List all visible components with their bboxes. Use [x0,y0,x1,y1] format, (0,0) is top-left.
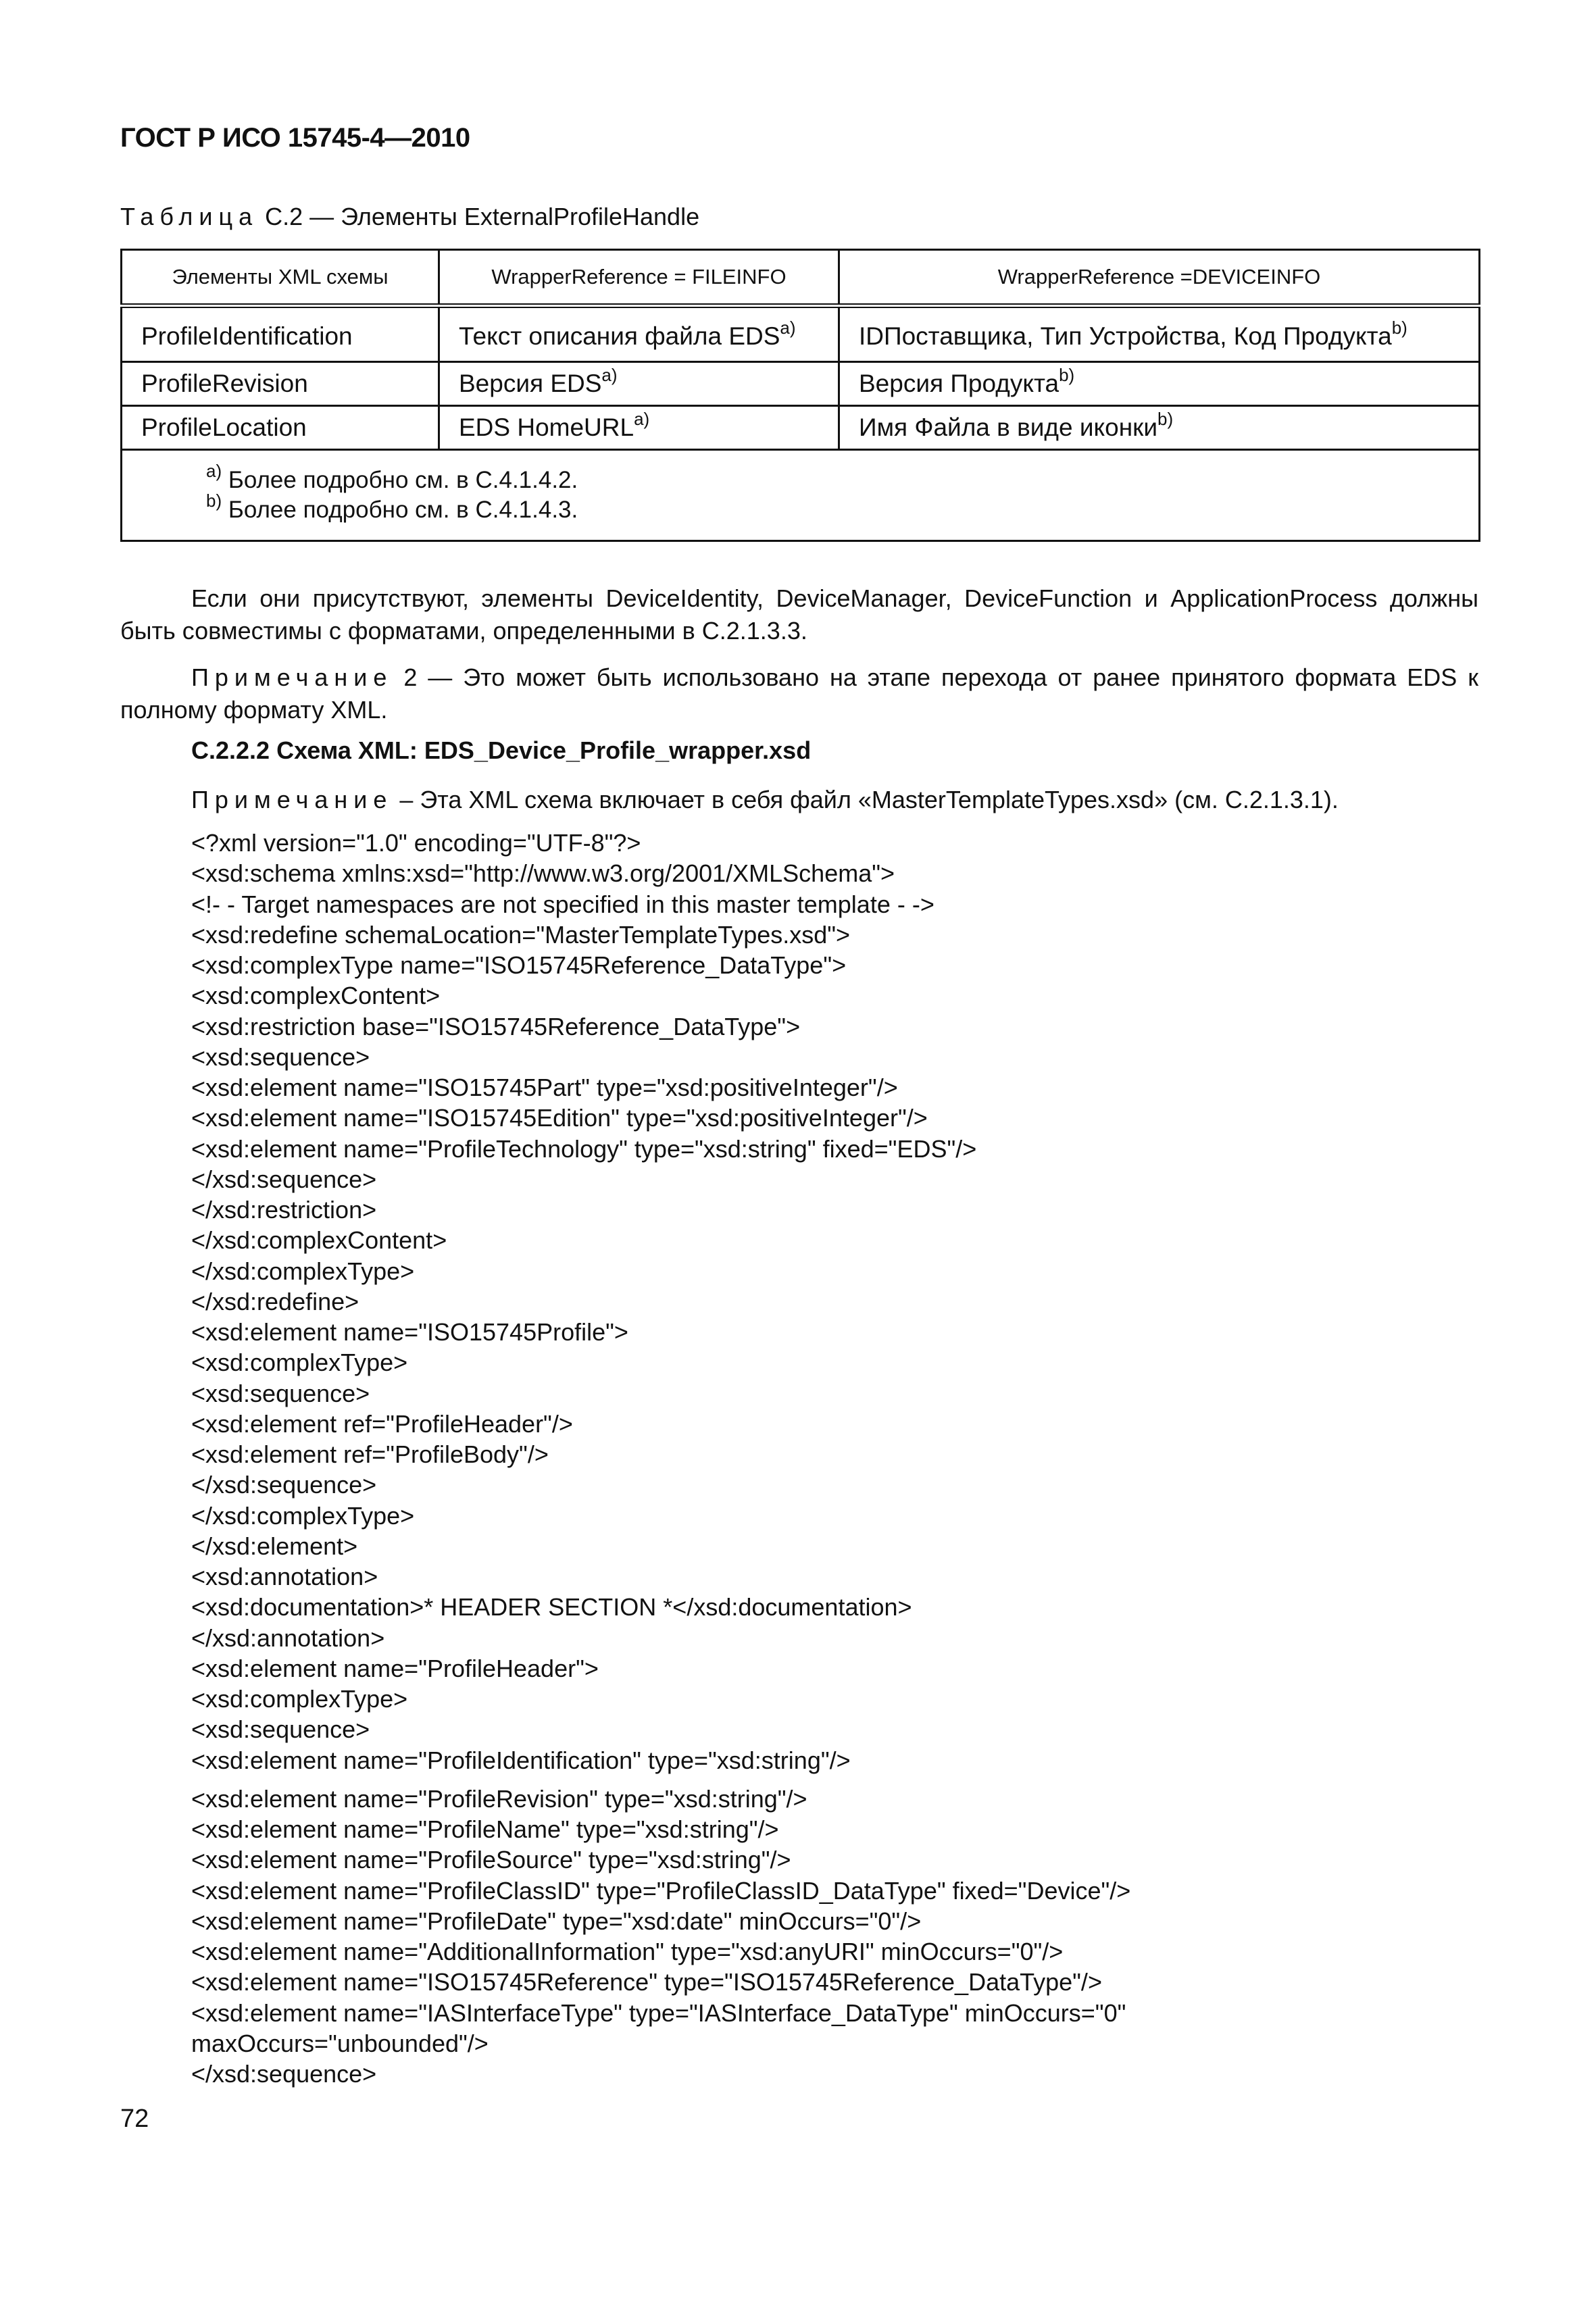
table-row [122,406,1480,450]
code-line: <xsd:complexContent> [191,982,441,1010]
code-line: <xsd:documentation>* HEADER SECTION *</xsd:documentation> [191,1593,912,1621]
table-caption-label: Таблица [120,203,259,230]
code-line: <xsd:element name="ProfileHeader"> [191,1654,599,1682]
cell-fileinfo: EDS HomeURL$^{a)}$ [439,406,839,450]
code-line: <xsd:element ref="ProfileHeader"/> [191,1409,573,1438]
table-notes-row [122,450,1480,541]
page-number: 72 [120,2105,149,2133]
table-header-row [122,250,1480,306]
section-heading: С.2.2.2 Схема XML: EDS_Device_Profile_wrapper.xsd [191,736,812,764]
cell-deviceinfo: Имя Файла в виде иконки$^{b)}$ [839,406,1480,450]
cell-fileinfo: Текст описания файла EDS$^{a)}$ [439,306,839,362]
code-line: <xsd:element name="AdditionalInformation" type="xsd:anyURI" minOccurs="0"/> [191,1938,1064,1965]
code-line: <xsd:annotation> [191,1563,378,1590]
table-notes [122,450,1480,541]
elements-table [120,249,1480,542]
code-line: <!- - Target namespaces are not specified in this master template - -> [191,890,934,918]
code-line: <xsd:element name="ISO15745Edition" type="xsd:positiveInteger"/> [191,1104,928,1132]
code-line: </xsd:element> [191,1532,358,1560]
code-line: <xsd:redefine schemaLocation="MasterTemplateTypes.xsd"> [191,920,851,949]
column-header: WrapperReference =DEVICEINFO [839,250,1480,306]
cell-deviceinfo: Версия Продукта$^{b)}$ [839,362,1480,406]
code-line: <xsd:element name="ProfileSource" type="xsd:string"/> [191,1846,791,1874]
code-line: <xsd:element name="ProfileTechnology" type="xsd:string" fixed="EDS"/> [191,1134,977,1163]
note-label: Примечание [191,663,393,691]
code-line: <xsd:complexType> [191,1685,408,1713]
code-line: <xsd:complexType> [191,1349,408,1377]
code-line: </xsd:sequence> [191,1165,377,1193]
table-caption-text: С.2 — Элементы ExternalProfileHandle [258,203,700,230]
code-line: <xsd:element name="ProfileRevision" type="xsd:string"/> [191,1784,807,1813]
code-line: <xsd:schema xmlns:xsd="http://www.w3.org/2001/XMLSchema"> [191,859,895,888]
code-line: <xsd:element name="ProfileDate" type="xsd:date" minOccurs="0"/> [191,1907,922,1935]
table-row [122,306,1480,362]
body-paragraph: Если они присутствуют, элементы DeviceIdentity, DeviceManager, DeviceFunction и ApplicationProcess должны быть совместимы с форматами, определенными в С.2.1.3.3. [120,584,1478,645]
cell-element: ProfileLocation [122,406,439,450]
code-line: <xsd:element name="ISO15745Reference" type="ISO15745Reference_DataType"/> [191,1968,1102,1996]
xml-schema-listing [191,828,1130,2089]
code-line: <xsd:sequence> [191,1379,370,1407]
note-text: 2 — Это может быть использовано на этапе перехода от ранее принятого формата EDS к полному формату XML. [120,663,1478,724]
code-line: </xsd:sequence> [191,2060,377,2088]
code-line: <?xml version="1.0" encoding="UTF-8"?> [191,829,641,857]
code-line: <xsd:element name="ProfileName" type="xsd:string"/> [191,1815,779,1843]
column-header: WrapperReference = FILEINFO [439,250,839,306]
cell-element: ProfileRevision [122,362,439,406]
code-line: </xsd:complexType> [191,1257,415,1285]
code-line: <xsd:element name="IASInterfaceType" type="IASInterface_DataType" minOccurs="0" [191,1998,1126,2027]
code-line: <xsd:element name="ISO15745Profile"> [191,1318,628,1346]
code-line: <xsd:complexType name="ISO15745Reference_DataType"> [191,951,847,979]
note-label: Примечание [191,786,393,813]
code-line: maxOccurs="unbounded"/> [191,2029,489,2057]
document-header: ГОСТ Р ИСО 15745-4—2010 [120,123,470,153]
elements-table-container [120,249,1478,542]
table-row [122,362,1480,406]
cell-fileinfo: Версия EDS$^{a)}$ [439,362,839,406]
code-line: <xsd:element name="ISO15745Part" type="xsd:positiveInteger"/> [191,1074,898,1101]
cell-element: ProfileIdentification [122,306,439,362]
code-line: </xsd:complexType> [191,1501,415,1530]
code-line: <xsd:sequence> [191,1715,370,1744]
code-line: <xsd:element name="ProfileClassID" type="ProfileClassID_DataType" fixed="Device"/> [191,1876,1131,1905]
column-header: Элементы XML схемы [122,250,439,306]
code-line: </xsd:sequence> [191,1471,377,1499]
schema-note [191,784,1478,816]
code-line: </xsd:redefine> [191,1287,359,1315]
code-line: <xsd:element name="ProfileIdentification" type="xsd:string"/> [191,1746,851,1774]
code-line: <xsd:sequence> [191,1042,370,1071]
table-note: $^{b)}$ Более подробно см. в С.4.1.4.3. [206,491,578,523]
code-line: </xsd:restriction> [191,1196,377,1224]
table-caption [120,203,699,231]
note-text: – Эта XML схема включает в себя файл «MasterTemplateTypes.xsd» (см. С.2.1.3.1). [393,786,1339,813]
table-note: $^{a)}$ Более подробно см. в С.4.1.4.2. [206,461,578,493]
code-line: </xsd:annotation> [191,1624,385,1652]
note-paragraph [120,661,1478,726]
code-line: </xsd:complexContent> [191,1226,447,1255]
code-line: <xsd:element ref="ProfileBody"/> [191,1440,549,1468]
cell-deviceinfo: IDПоставщика, Тип Устройства, Код Продукта$^{b)}$ [839,306,1480,362]
code-line: <xsd:restriction base="ISO15745Reference_DataType"> [191,1012,801,1040]
